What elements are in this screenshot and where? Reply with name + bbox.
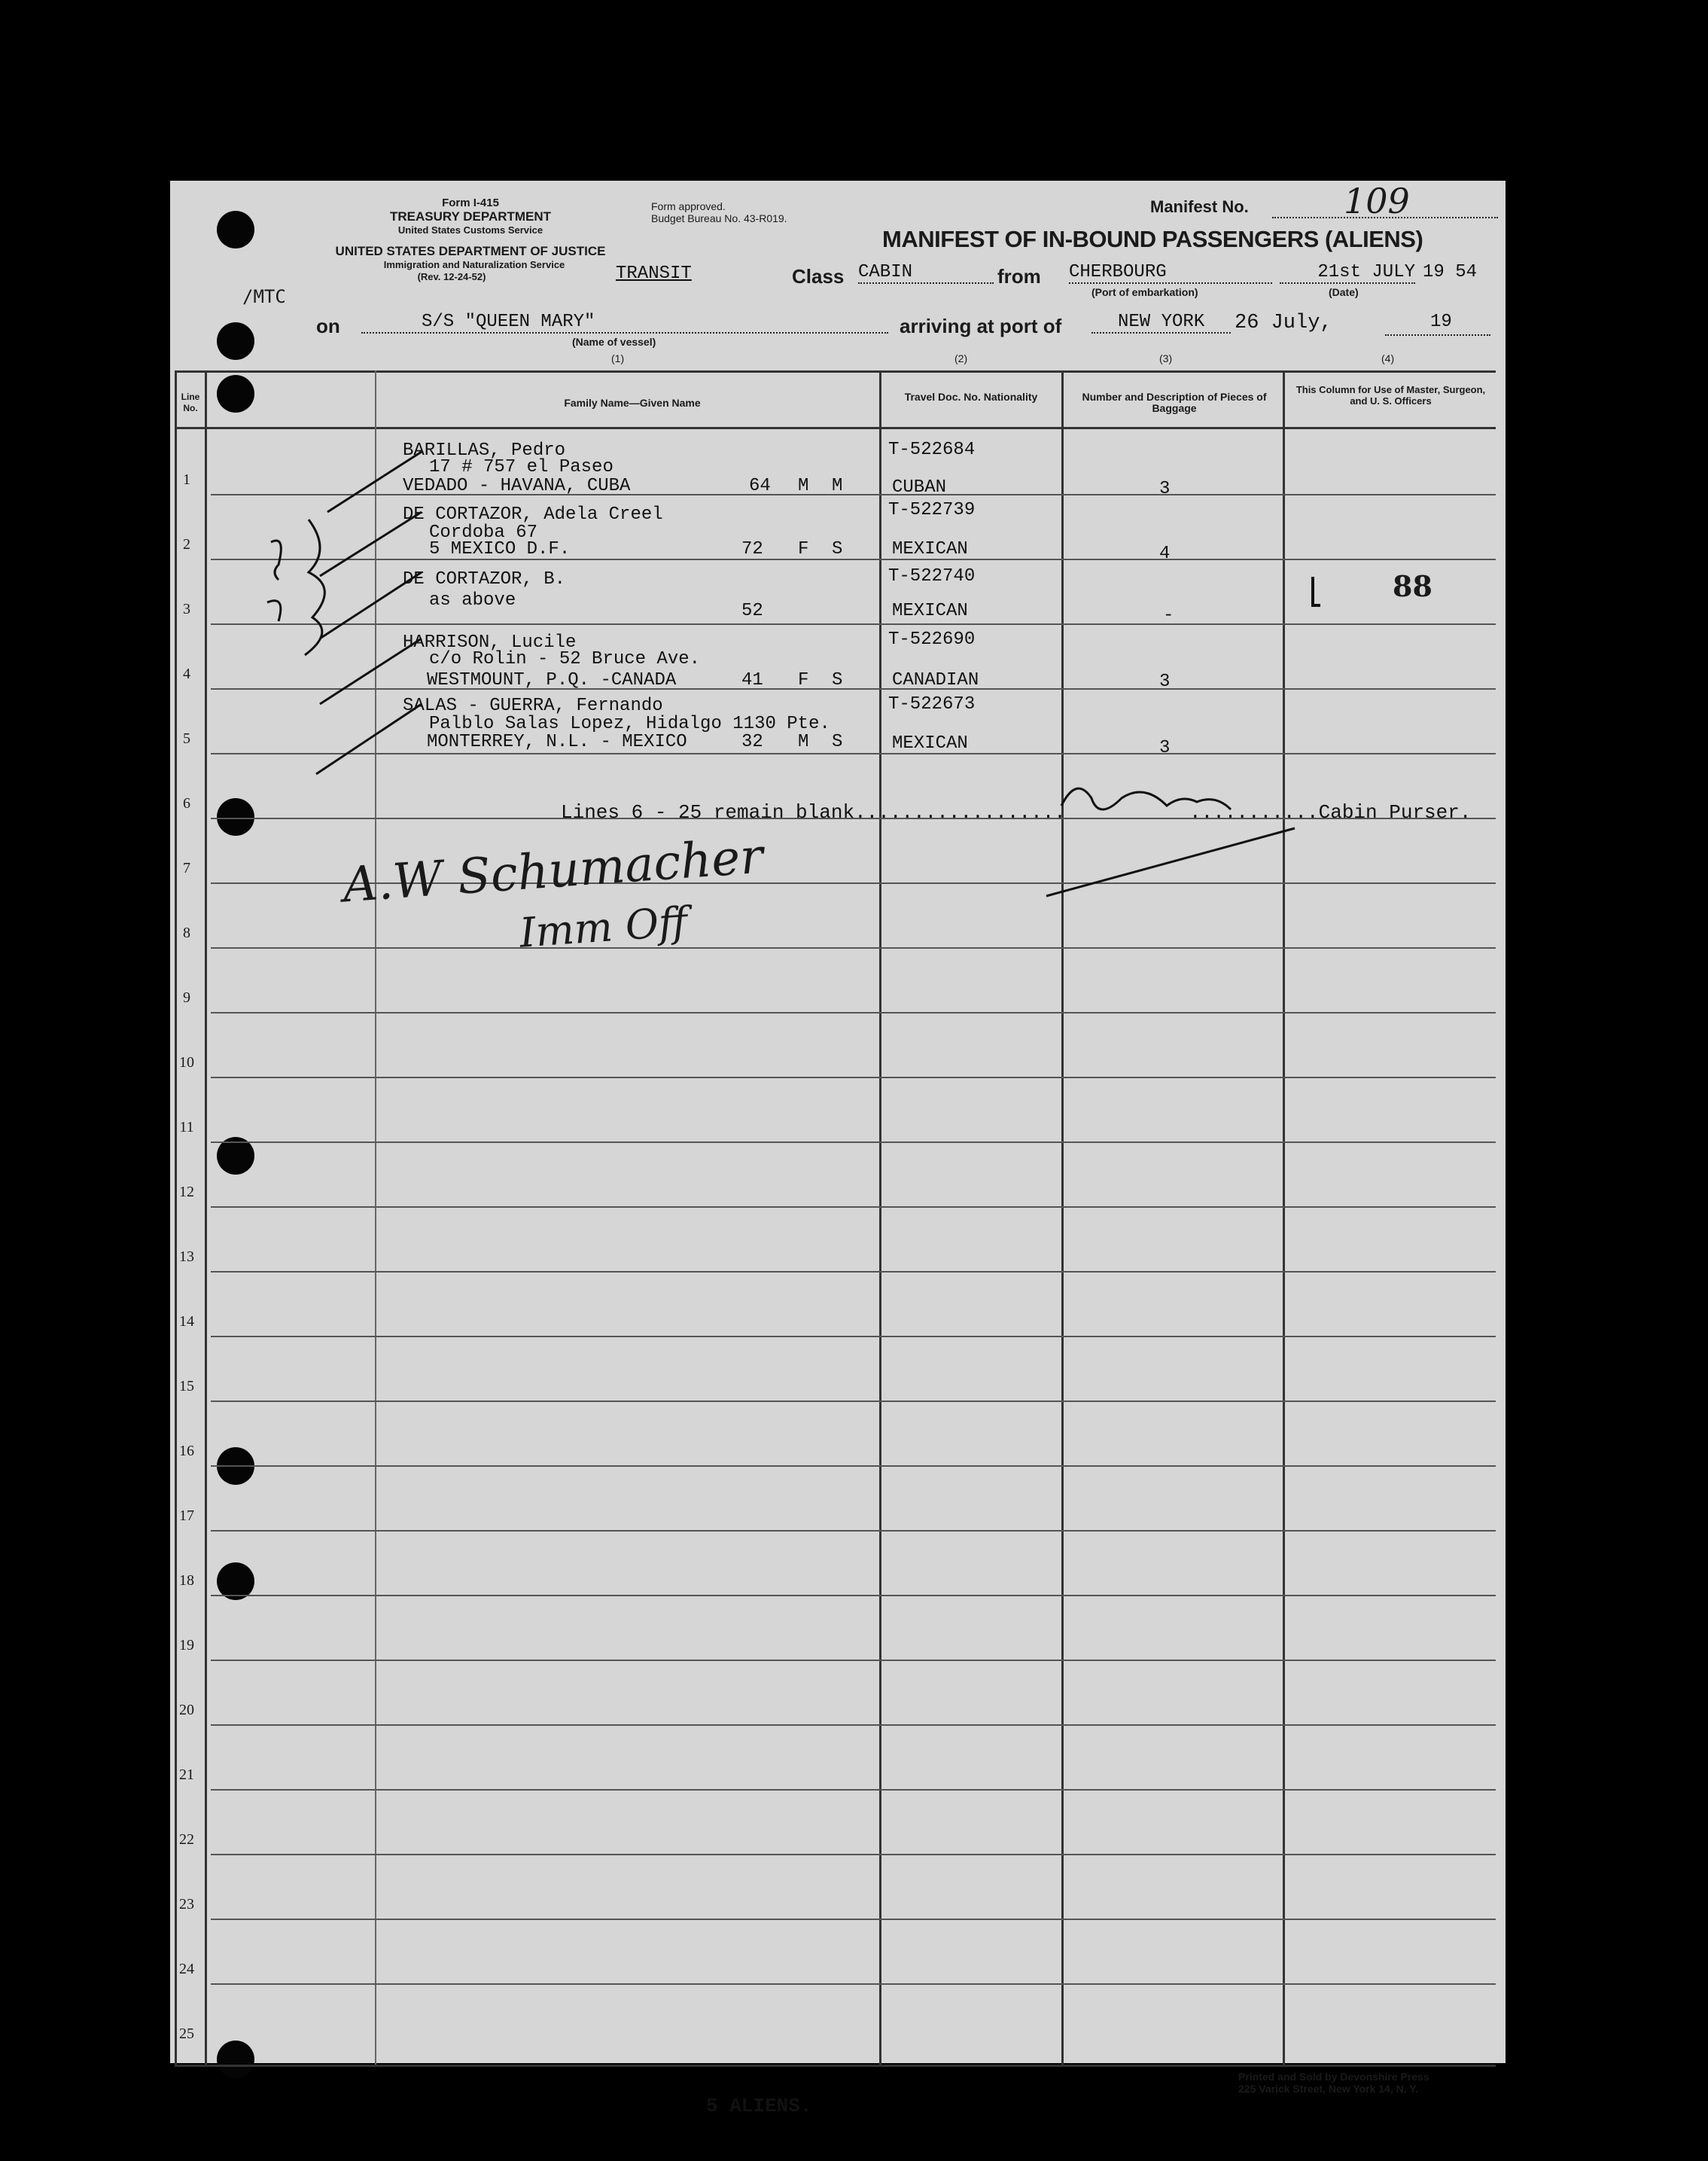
passenger-2-marital: S	[832, 539, 843, 559]
bracket-mark	[305, 520, 324, 655]
line-number: 16	[179, 1443, 194, 1459]
arrival-port: NEW YORK	[1091, 312, 1231, 334]
line-number: 7	[183, 860, 190, 876]
revision: (Rev. 12-24-52)	[417, 271, 486, 282]
strike-line	[320, 572, 422, 639]
strike-line	[1046, 828, 1295, 896]
passenger-2-addr2: 5 MEXICO D.F.	[429, 539, 571, 559]
line-number: 15	[179, 1378, 194, 1394]
col-num-1: (1)	[611, 352, 625, 364]
officer-signature: A.W Schumacher	[341, 828, 766, 914]
passenger-4-name: HARRISON, Lucile	[403, 632, 577, 653]
officer-title-handwritten: Imm Off	[518, 898, 690, 957]
passenger-5-age: 32	[741, 732, 763, 752]
line-number: 24	[179, 1961, 194, 1977]
passenger-3-name: DE CORTAZOR, B.	[403, 569, 566, 590]
passenger-3-doc: T-522740	[888, 566, 976, 587]
passenger-3-bags: -	[1163, 605, 1174, 626]
class-value: CABIN	[858, 262, 994, 284]
date-value: 21st JULY	[1280, 262, 1415, 284]
line-number: 8	[183, 925, 190, 941]
aliens-count: 5 ALIENS.	[706, 2095, 812, 2117]
line-number: 17	[179, 1507, 194, 1524]
on-label: on	[316, 315, 340, 337]
line-number: 25	[179, 2025, 194, 2042]
manifest-label: Manifest No.	[1150, 197, 1249, 216]
passenger-2-doc: T-522739	[888, 500, 976, 520]
passenger-3-age: 52	[741, 601, 763, 621]
passenger-5-name: SALAS - GUERRA, Fernando	[403, 696, 663, 716]
transit-label: TRANSIT	[616, 264, 692, 284]
passenger-2-name: DE CORTAZOR, Adela Creel	[403, 504, 663, 525]
passenger-1-name: BARILLAS, Pedro	[403, 440, 566, 461]
arrival-date: 26 July,	[1235, 312, 1332, 334]
col-num-2: (2)	[954, 352, 968, 364]
passenger-2-nationality: MEXICAN	[892, 539, 968, 559]
line-number: 3	[183, 601, 190, 617]
passenger-1-addr1: 17 # 757 el Paseo	[429, 457, 613, 477]
passenger-5-bags: 3	[1159, 738, 1171, 758]
line-number: 11	[179, 1119, 194, 1135]
passenger-5-addr2: MONTERREY, N.L. - MEXICO	[427, 732, 687, 752]
class-label: Class	[792, 265, 845, 288]
passenger-3-addr1: as above	[429, 590, 516, 611]
passenger-1-marital: M	[832, 476, 843, 496]
strike-line	[320, 512, 422, 576]
passenger-3-officer-number: 88	[1393, 569, 1432, 603]
passenger-4-marital: S	[832, 670, 843, 690]
strike-line	[327, 452, 422, 512]
from-value: CHERBOURG	[1069, 262, 1272, 284]
mtc-mark: /MTC	[242, 286, 286, 307]
budget-bureau: Budget Bureau No. 43-R019.	[651, 212, 787, 224]
line-number: 1	[183, 471, 190, 488]
form-approved: Form approved.	[651, 200, 726, 212]
customs-service: United States Customs Service	[397, 224, 543, 236]
from-label: from	[997, 265, 1041, 288]
passenger-2-bags: 4	[1159, 544, 1171, 564]
line-number: 21	[179, 1766, 194, 1783]
port-embarkation-caption: (Port of embarkation)	[1091, 286, 1198, 298]
strike-line	[316, 704, 422, 774]
col-header-travel: Travel Doc. No. Nationality	[904, 391, 1038, 403]
strike-line	[320, 639, 422, 704]
blank-lines-note: Lines 6 - 25 remain blank..................	[561, 801, 1066, 824]
passenger-1-addr2: VEDADO - HAVANA, CUBA	[403, 476, 631, 496]
side-mark	[267, 541, 281, 621]
passenger-1-doc: T-522684	[888, 440, 976, 460]
passenger-5-marital: S	[832, 732, 843, 752]
vessel-name: S/S "QUEEN MARY"	[361, 312, 888, 334]
form-number: Form I-415	[442, 197, 499, 209]
passenger-2-sex: F	[798, 539, 809, 559]
vessel-caption: (Name of vessel)	[572, 336, 656, 348]
line-number: 20	[179, 1702, 194, 1718]
printer-line-2: 225 Varick Street, New York 14, N. Y.	[1238, 2083, 1418, 2095]
manifest-number: 109	[1344, 181, 1410, 221]
cabin-purser: ...........Cabin Purser.	[1189, 801, 1472, 824]
col-header-officers: This Column for Use of Master, Surgeon, and U. S. Officers	[1295, 384, 1486, 407]
line-number: 18	[179, 1572, 194, 1589]
printer-line-1: Printed and Sold by Devonshire Press	[1238, 2071, 1429, 2083]
passenger-3-nationality: MEXICAN	[892, 601, 968, 621]
passenger-5-addr1: Palblo Salas Lopez, Hidalgo 1130 Pte.	[429, 714, 830, 734]
line-number: 23	[179, 1896, 194, 1913]
ins-service: Immigration and Naturalization Service	[383, 259, 565, 270]
line-number: 4	[183, 666, 190, 682]
col-num-4: (4)	[1381, 352, 1395, 364]
passenger-4-bags: 3	[1159, 672, 1171, 692]
passenger-1-bags: 3	[1159, 479, 1171, 499]
justice-dept: UNITED STATES DEPARTMENT OF JUSTICE	[335, 244, 606, 258]
passenger-5-doc: T-522673	[888, 694, 976, 715]
passenger-2-age: 72	[741, 539, 763, 559]
passenger-5-nationality: MEXICAN	[892, 733, 968, 754]
line-number: 5	[183, 730, 190, 747]
passenger-1-age: 64	[749, 476, 771, 496]
line-number: 2	[183, 536, 190, 553]
col-num-3: (3)	[1159, 352, 1173, 364]
passenger-2-addr1: Cordoba 67	[429, 523, 538, 543]
line-number: 22	[179, 1831, 194, 1848]
passenger-4-age: 41	[741, 670, 763, 690]
treasury-dept: TREASURY DEPARTMENT	[389, 209, 552, 224]
passenger-4-addr1: c/o Rolin - 52 Bruce Ave.	[429, 649, 701, 669]
passenger-1-nationality: CUBAN	[892, 477, 947, 498]
year-value: 19 54	[1423, 262, 1478, 282]
purser-signature-strokes	[1061, 788, 1231, 809]
line-number: 19	[179, 1637, 194, 1654]
arrival-year: 19	[1430, 312, 1452, 332]
passenger-4-addr2: WESTMOUNT, P.Q. -CANADA	[427, 670, 677, 690]
line-number: 14	[179, 1313, 194, 1330]
line-number: 9	[183, 989, 190, 1006]
arriving-label: arriving at port of	[900, 315, 1062, 337]
passenger-5-sex: M	[798, 732, 809, 752]
passenger-4-doc: T-522690	[888, 629, 976, 650]
line-number: 6	[183, 795, 190, 812]
passenger-4-nationality: CANADIAN	[892, 670, 979, 690]
col-header-name: Family Name—Given Name	[564, 397, 701, 409]
line-number: 12	[179, 1184, 194, 1200]
line-number: 10	[179, 1054, 194, 1071]
col-header-line: Line No.	[181, 392, 200, 413]
line-number: 13	[179, 1248, 194, 1265]
form-title: MANIFEST OF IN-BOUND PASSENGERS (ALIENS)	[882, 226, 1423, 252]
col-header-baggage: Number and Description of Pieces of Baggage	[1082, 391, 1267, 414]
passenger-1-sex: M	[798, 476, 809, 496]
date-caption: (Date)	[1329, 286, 1359, 298]
passenger-4-sex: F	[798, 670, 809, 690]
